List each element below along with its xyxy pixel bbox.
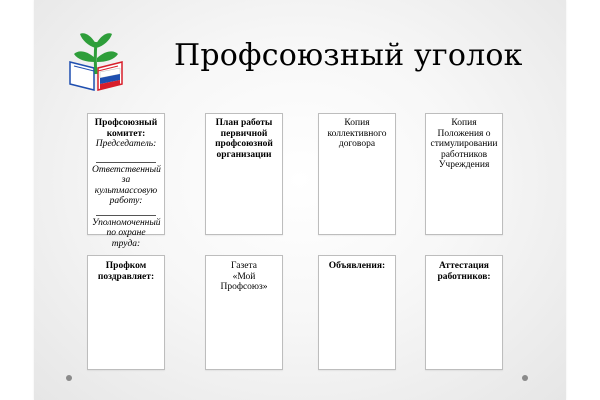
chair-blank-line bbox=[96, 162, 156, 163]
card-collective-agreement bbox=[318, 113, 396, 235]
newspaper-line2: «Мой Профсоюз» bbox=[220, 271, 268, 292]
card-trade-union-committee bbox=[87, 113, 165, 249]
committee-title-line1: Профсоюзный bbox=[94, 118, 158, 128]
committee-culture-label: Ответственный за культмассовую работу: bbox=[92, 164, 161, 206]
card-attestation bbox=[425, 255, 503, 370]
newspaper-line1: Газета bbox=[231, 261, 257, 271]
congratulations-text: Профком поздравляет: bbox=[97, 261, 155, 282]
work-plan-text: План работы первичной профсоюзной организации bbox=[215, 118, 273, 160]
attestation-text: Аттестация работников: bbox=[437, 261, 491, 282]
card-newspaper bbox=[205, 255, 283, 370]
card-work-plan bbox=[205, 113, 283, 235]
card-congratulations bbox=[87, 255, 165, 370]
card-announcements bbox=[318, 255, 396, 370]
committee-chair-label: Председатель: bbox=[95, 139, 157, 149]
collective-agreement-text: Копия коллективного договора bbox=[327, 118, 387, 149]
slide bbox=[34, 0, 566, 400]
incentive-regulation-text: Копия Положения о стимулировании работников Учреждения bbox=[430, 118, 498, 170]
corner-dot-left bbox=[66, 375, 72, 381]
committee-safety-label: Уполномоченный по охране труда: bbox=[92, 217, 161, 249]
announcements-text: Объявления: bbox=[328, 261, 386, 271]
corner-dot-right bbox=[522, 375, 528, 381]
trade-union-logo-icon bbox=[64, 28, 128, 92]
culture-blank-line bbox=[96, 215, 156, 216]
page-title: Профсоюзный уголок bbox=[174, 38, 523, 73]
committee-title-line2: комитет: bbox=[106, 128, 146, 139]
card-incentive-regulation bbox=[425, 113, 503, 235]
